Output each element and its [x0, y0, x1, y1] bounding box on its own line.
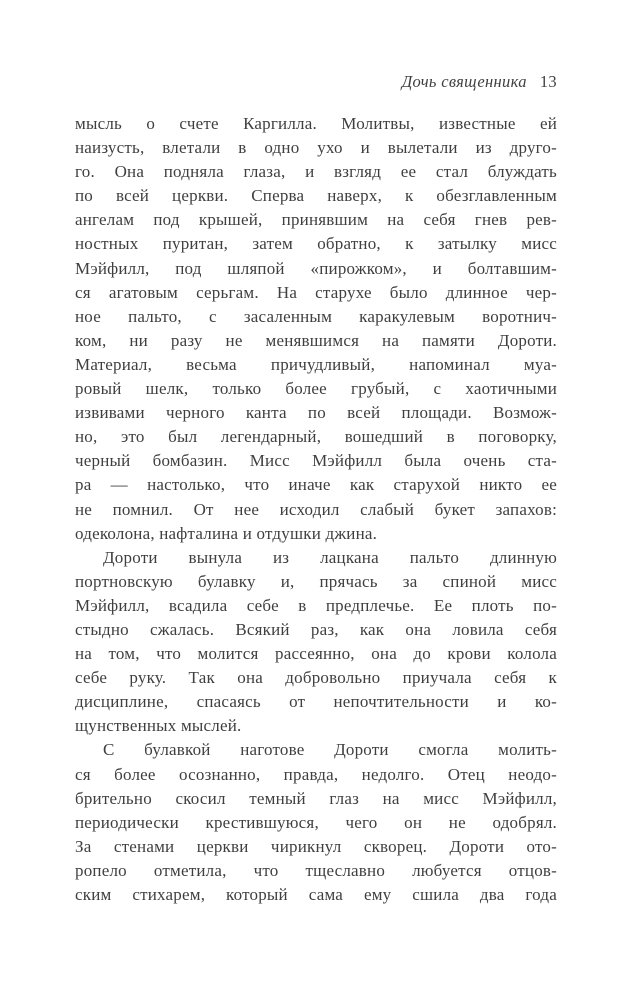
running-title: Дочь священника — [401, 72, 527, 91]
text-line: ским стихарем, который сама ему сшила два года — [75, 885, 557, 904]
page-body — [75, 112, 557, 907]
paragraph — [75, 112, 557, 546]
text-line: наизусть, влетали в одно ухо и вылетали из друго- — [75, 138, 557, 158]
text-line: За стенами церкви чирикнул скворец. Дороти ото- — [75, 836, 557, 856]
text-line: ра — настолько, что иначе как старухой никто ее — [75, 475, 557, 495]
text-line: го. Она подняла глаза, и взгляд ее стал блуждать — [75, 162, 557, 182]
text-line: ропело отметила, что тщеславно любуется отцов- — [75, 860, 557, 880]
text-line: Мэйфилл, под шляпой «пирожком», и болтавшим- — [75, 258, 557, 278]
text-line: черный бомбазин. Мисс Мэйфилл была очень ста- — [75, 451, 557, 471]
text-line: щунственных мыслей. — [75, 716, 242, 736]
text-line: мысль о счете Каргилла. Молитвы, известные ей — [75, 114, 557, 133]
text-line: дисциплине, спасаясь от непочтительности и ко- — [75, 692, 557, 712]
text-line: периодически крестившуюся, чего он не одобрял. — [75, 812, 557, 832]
text-line: ком, ни разу не менявшимся на памяти Дороти. — [75, 330, 557, 350]
text-line: извивами черного канта по всей площади. Возмож- — [75, 403, 557, 423]
text-line: ное пальто, с засаленным каракулевым воротнич- — [75, 306, 557, 326]
paragraph — [75, 546, 557, 739]
text-line: Материал, весьма причудливый, напоминал муа- — [75, 354, 557, 374]
text-line: ностных пуритан, затем обратно, к затылку мисс — [75, 234, 557, 254]
text-line: на том, что молится рассеянно, она до крови колола — [75, 644, 557, 664]
text-line: ангелам под крышей, принявшим на себя гнев рев- — [75, 210, 557, 230]
page-number: 13 — [539, 72, 557, 91]
text-line: портновскую булавку и, прячась за спиной мисс — [75, 571, 557, 591]
text-line: ровый шелк, только более грубый, с хаотичными — [75, 379, 557, 399]
text-line: ся более осознанно, правда, недолго. Отец неодо- — [75, 764, 557, 784]
text-line: Мэйфилл, всадила себе в предплечье. Ее плоть по- — [75, 595, 557, 615]
page-content — [75, 72, 557, 907]
text-line: брительно скосил темный глаз на мисс Мэйфилл, — [75, 788, 557, 808]
text-line: по всей церкви. Сперва наверх, к обезглавленным — [75, 186, 557, 206]
text-line: стыдно сжалась. Всякий раз, как она ловила себя — [75, 619, 557, 639]
text-line: Дороти вынула из лацкана пальто длинную — [103, 547, 557, 567]
paragraph — [75, 738, 557, 907]
text-line: не помнил. От нее исходил слабый букет запахов: — [75, 499, 557, 519]
text-line: себе руку. Так она добровольно приучала себя к — [75, 668, 557, 688]
text-line: ся агатовым серьгам. На старухе было длинное чер- — [75, 282, 557, 302]
text-line: но, это был легендарный, вошедший в поговорку, — [75, 427, 557, 447]
text-line: С булавкой наготове Дороти смогла молить- — [103, 740, 557, 760]
running-head — [75, 72, 557, 92]
text-line: одеколона, нафталина и отдушки джина. — [75, 523, 378, 543]
